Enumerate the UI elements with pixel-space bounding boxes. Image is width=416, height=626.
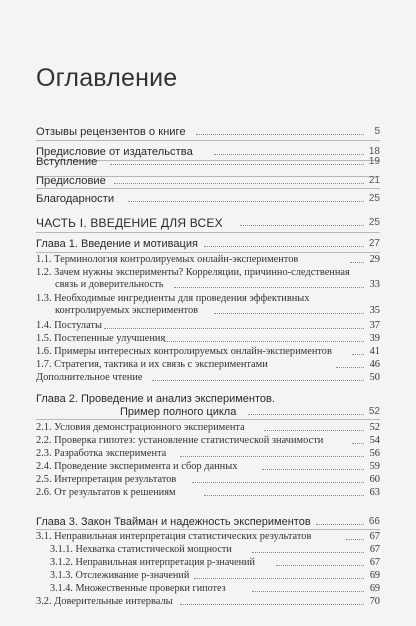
toc-section — [0, 595, 416, 609]
toc-section — [0, 371, 416, 385]
leader-dots — [128, 201, 364, 202]
toc-chapter-label: Глава 2. Проведение и анализ экспериментов. — [36, 393, 275, 405]
toc-chapter-label: Глава 1. Введение и мотивация — [36, 238, 198, 250]
toc-subsection — [0, 582, 416, 596]
toc-section-page: 46 — [369, 359, 380, 370]
toc-chapter-label-continued: Пример полного цикла — [120, 406, 237, 418]
toc-section — [0, 434, 416, 448]
toc-section — [0, 345, 416, 359]
toc-part-page: 25 — [368, 217, 380, 228]
leader-dots — [352, 443, 364, 444]
leader-dots — [248, 414, 364, 415]
leader-dots — [104, 328, 364, 329]
leader-dots — [264, 430, 364, 431]
toc-entry-preface — [0, 174, 416, 188]
leader-dots — [252, 552, 364, 553]
toc-subsection-label: 3.1.4. Множественные проверки гипотез — [50, 583, 226, 594]
leader-dots — [240, 225, 364, 226]
leader-dots — [252, 591, 364, 592]
leader-dots — [352, 354, 364, 355]
toc-entry-reviews — [0, 125, 416, 139]
toc-subsection — [0, 556, 416, 570]
leader-dots — [336, 367, 364, 368]
toc-entry-page: 18 — [368, 146, 380, 157]
leader-dots — [214, 313, 364, 314]
toc-entry-label: Благодарности — [36, 193, 115, 205]
toc-entry-label: Вступление — [36, 156, 98, 168]
toc-section-label: 2.6. От результатов к решениям — [36, 487, 176, 498]
toc-section — [0, 421, 416, 435]
toc-section-page: 54 — [369, 435, 380, 446]
toc-subsection-label: 3.1.1. Нехватка статистической мощности — [50, 544, 232, 555]
leader-dots — [180, 456, 364, 457]
toc-chapter-2 — [0, 392, 416, 406]
leader-dots — [316, 524, 364, 525]
leader-dots — [174, 287, 364, 288]
toc-section-continued — [0, 304, 416, 318]
toc-section-label: 2.1. Условия демонстрационного эксперимента — [36, 422, 245, 433]
toc-section — [0, 319, 416, 333]
toc-title: Оглавление — [36, 64, 178, 92]
leader-dots — [204, 495, 364, 496]
toc-section — [0, 447, 416, 461]
toc-section-continued — [0, 278, 416, 292]
toc-chapter-1 — [0, 237, 416, 251]
toc-section-page: 37 — [369, 320, 380, 331]
toc-section-label: 1.7. Стратегия, тактика и их связь с экспериментами — [36, 359, 268, 370]
toc-entry-label: Предисловие от издательства — [36, 146, 193, 158]
toc-section-page: 39 — [369, 333, 380, 344]
toc-section-page: 52 — [369, 422, 380, 433]
toc-section-label: 1.5. Постепенные улучшения — [36, 333, 166, 344]
leader-dots — [152, 380, 364, 381]
toc-section-label-continued: связь и доверительность — [55, 279, 164, 290]
toc-part-1 — [0, 216, 416, 230]
toc-section — [0, 473, 416, 487]
toc-section — [0, 460, 416, 474]
leader-dots — [192, 482, 364, 483]
divider — [36, 419, 380, 420]
toc-section-page: 41 — [369, 346, 380, 357]
toc-chapter-page: 66 — [368, 516, 380, 527]
toc-entry-page: 5 — [374, 126, 380, 137]
leader-dots — [110, 164, 364, 165]
toc-section — [0, 253, 416, 267]
leader-dots — [204, 246, 364, 247]
toc-section-page: 63 — [369, 487, 380, 498]
leader-dots — [262, 469, 364, 470]
toc-section-label: Дополнительное чтение — [36, 372, 143, 383]
toc-section-page: 59 — [369, 461, 380, 472]
leader-dots — [196, 134, 364, 135]
toc-section-label: 2.4. Проведение эксперимента и сбор данных — [36, 461, 238, 472]
toc-section-label-continued: контролируемых экспериментов — [55, 305, 199, 316]
toc-section — [0, 358, 416, 372]
toc-chapter-2-continued — [0, 405, 416, 419]
toc-section-page: 35 — [369, 305, 380, 316]
toc-entry-label: Отзывы рецензентов о книге — [36, 126, 186, 138]
leader-dots — [194, 578, 364, 579]
toc-entry-page: 19 — [368, 156, 380, 167]
toc-section-page: 56 — [369, 448, 380, 459]
leader-dots — [346, 539, 364, 540]
toc-subsection — [0, 569, 416, 583]
toc-section-page: 29 — [369, 254, 380, 265]
toc-section-page: 67 — [369, 531, 380, 542]
toc-subsection-label: 3.1.2. Неправильная интерпретация p-значений — [50, 557, 255, 568]
toc-subsection-page: 67 — [369, 557, 380, 568]
leader-dots — [180, 604, 364, 605]
toc-section-label: 3.2. Доверительные интервалы — [36, 596, 173, 607]
toc-section — [0, 530, 416, 544]
toc-subsection-label: 3.1.3. Отслеживание p-значений — [50, 570, 190, 581]
toc-entry-page: 21 — [368, 175, 380, 186]
toc-subsection-page: 69 — [369, 570, 380, 581]
toc-section-page: 60 — [369, 474, 380, 485]
toc-subsection-page: 67 — [369, 544, 380, 555]
divider — [36, 232, 380, 233]
toc-section — [0, 486, 416, 500]
toc-entry-label: Предисловие — [36, 175, 106, 187]
divider — [36, 140, 380, 141]
toc-section-label: 2.2. Проверка гипотез: установление статистической значимости — [36, 435, 324, 446]
divider — [36, 188, 380, 189]
toc-section-page: 70 — [369, 596, 380, 607]
toc-section-label: 1.1. Терминология контролируемых онлайн-экспериментов — [36, 254, 299, 265]
toc-section-label: 1.3. Необходимые ингредиенты для проведения эффективных — [36, 293, 310, 304]
toc-chapter-page: 52 — [368, 406, 380, 417]
toc-chapter-page: 27 — [368, 238, 380, 249]
leader-dots — [276, 565, 364, 566]
leader-dots — [164, 341, 364, 342]
toc-entry-page: 25 — [368, 193, 380, 204]
toc-entry-introduction — [0, 155, 416, 169]
toc-chapter-3 — [0, 515, 416, 529]
leader-dots — [350, 262, 364, 263]
toc-section-label: 2.5. Интерпретация результатов — [36, 474, 177, 485]
toc-section-label: 1.4. Постулаты — [36, 320, 102, 331]
toc-section-label: 1.2. Зачем нужны эксперименты? Корреляции, причинно-следственная — [36, 267, 350, 278]
toc-part-label: ЧАСТЬ I. ВВЕДЕНИЕ ДЛЯ ВСЕХ — [36, 216, 223, 230]
toc-section-label: 2.3. Разработка эксперимента — [36, 448, 167, 459]
toc-subsection-page: 69 — [369, 583, 380, 594]
toc-chapter-label: Глава 3. Закон Твайман и надежность экспериментов — [36, 516, 311, 528]
leader-dots — [114, 183, 364, 184]
toc-section-label: 3.1. Неправильная интерпретация статистических результатов — [36, 531, 312, 542]
toc-section-label: 1.6. Примеры интересных контролируемых онлайн-экспериментов — [36, 346, 332, 357]
toc-subsection — [0, 543, 416, 557]
toc-section-page: 33 — [369, 279, 380, 290]
toc-section — [0, 332, 416, 346]
toc-section-page: 50 — [369, 372, 380, 383]
toc-entry-acknowledgements — [0, 192, 416, 206]
